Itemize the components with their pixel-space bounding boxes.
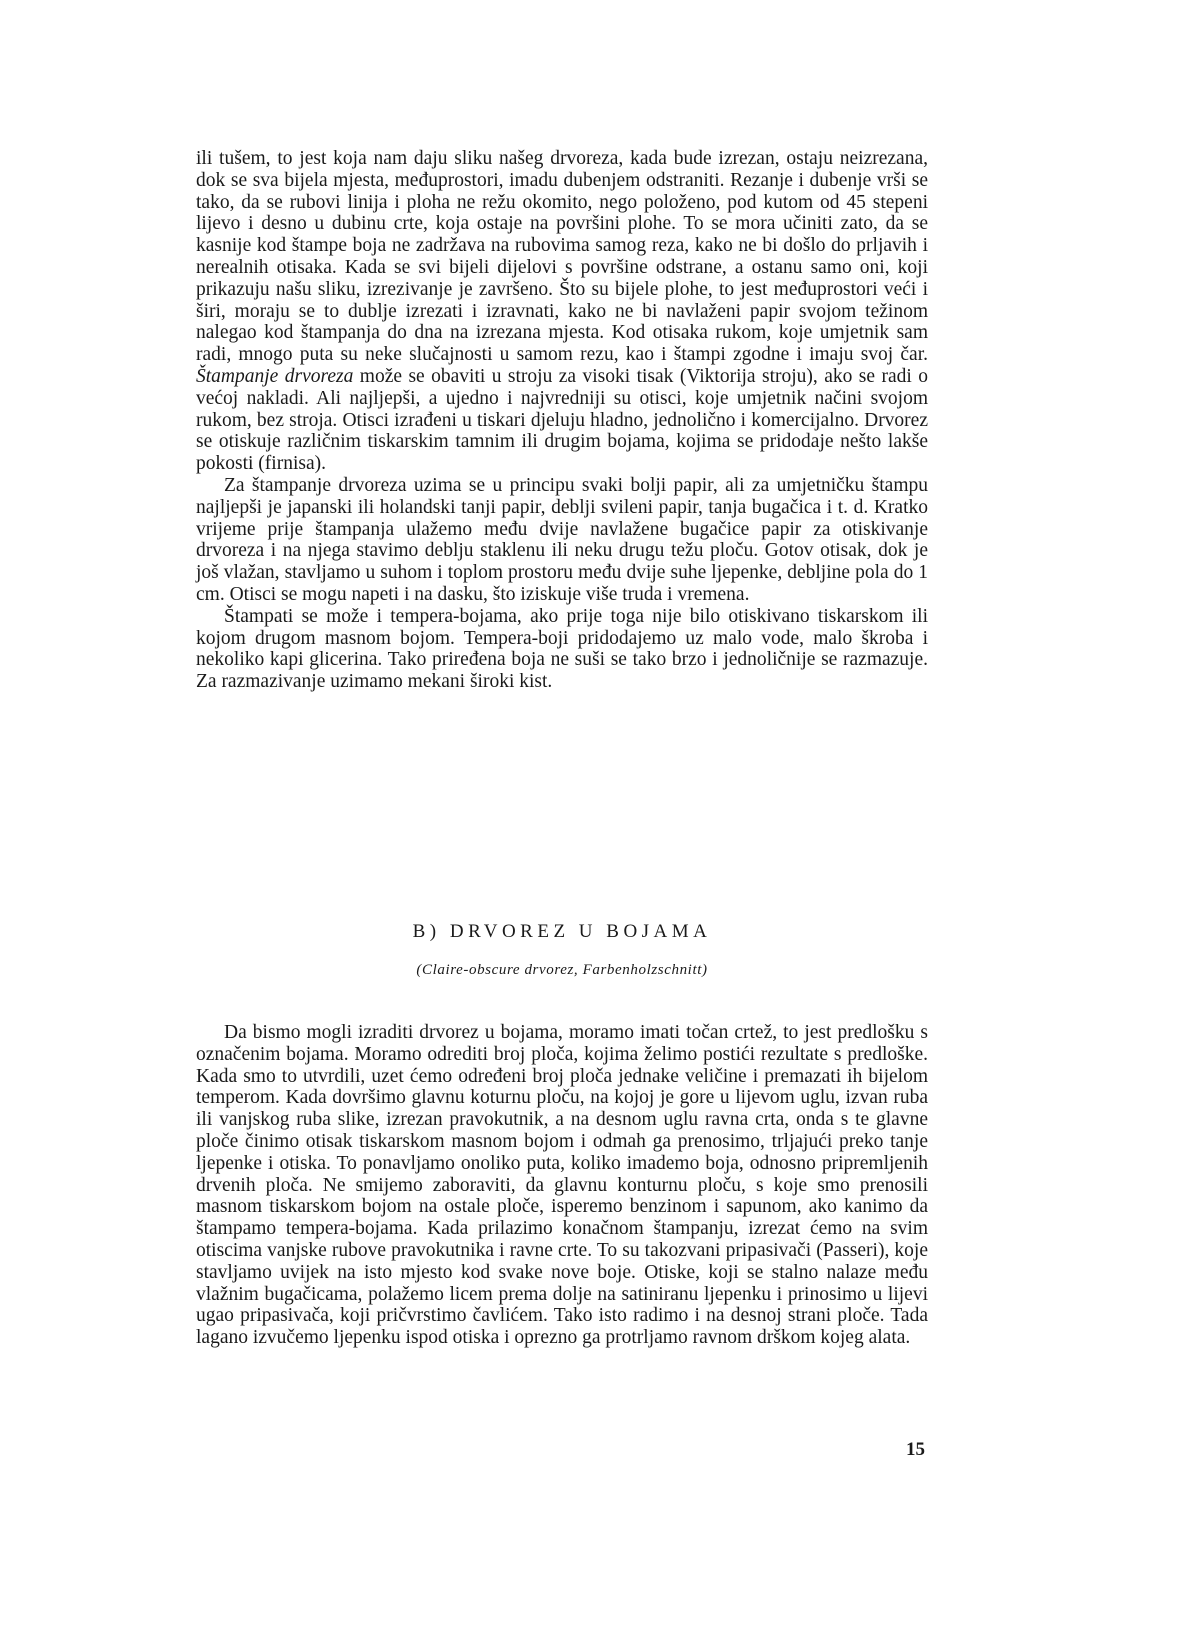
italic-term: Štampanje drvoreza bbox=[196, 365, 354, 387]
page-number: 15 bbox=[906, 1439, 925, 1460]
paragraph-4 bbox=[196, 1022, 928, 1349]
paragraph-2-text: Za štampanje drvoreza uzima se u principu svaki bolji papir, ali za umjetničku štampu najljepši je japanski ili holandski tanji papir, deblji svileni papir, tanja bugačica i t. d. Kratko vrijeme prije štampanja ulažemo među dvije navlažene bugačice papir za otiskivanje drvoreza i na njega stavimo deblju staklenu ili neku drugu težu ploču. Gotov otisak, dok je još vlažan, stavljamo u suhom i toplom prostoru među dvije suhe ljepenke, debljine pola do 1 cm. Otisci se mogu napeti i na dasku, što iziskuje više truda i vremena. bbox=[196, 474, 928, 605]
section-title: B) DRVOREZ U BOJAMA bbox=[412, 921, 712, 942]
section-subtitle: (Claire-obscure drvorez, Farbenholzschnitt) bbox=[416, 962, 708, 978]
paragraph-1-text-b: može se obaviti u stroju za visoki tisak (Viktorija stroju), ako se radi o većoj nakladi. Ali najljepši, a ujedno i najvredniji su otisci, koje umjetnik načini svojom rukom, bez stroja. Otisci izrađeni u tiskari djeluju hladno, jednolično i komercijalno. Drvorez se otiskuje različnim tiskarskim tamnim ili drugim bojama, kojima se pridodaje nešto lakše pokosti (firnisa). bbox=[196, 365, 928, 475]
body-text-top bbox=[196, 148, 928, 693]
paragraph-1 bbox=[196, 148, 928, 475]
paragraph-2 bbox=[196, 475, 928, 606]
body-text-bottom bbox=[196, 1022, 928, 1349]
paragraph-3-text: Štampati se može i tempera-bojama, ako prije toga nije bilo otiskivano tiskarskom ili kojom drugom masnom bojom. Tempera-boji pridodajemo uz malo vode, malo škroba i nekoliko kapi glicerina. Tako priređena boja ne suši se tako brzo i jednoličnije se razmazuje. Za razmazivanje uzimamo mekani široki kist. bbox=[196, 605, 928, 693]
paragraph-3 bbox=[196, 606, 928, 693]
paragraph-1-text-a: ili tušem, to jest koja nam daju sliku našeg drvoreza, kada bude izrezan, ostaju neizrezana, dok se sva bijela mjesta, međuprostori, imadu dubenjem odstraniti. Rezanje i dubenje vrši se tako, da se rubovi linija i ploha ne režu okomito, nego položeno, pod kutom od 45 stepeni lijevo i desno u dubinu crte, koja ostaje na površini plohe. To se mora učiniti zato, da se kasnije kod štampe boja ne zadržava na rubovima samog reza, kako ne bi došlo do prljavih i nerealnih otisaka. Kada se svi bijeli dijelovi s površine odstrane, a ostanu samo oni, koji prikazuju našu sliku, izrezivanje je završeno. Što su bijele plohe, to jest međuprostori veći i širi, moraju se to dublje izrezati i izravnati, kako ne bi navlaženi papir svojom težinom nalegao kod štampanja do dna na izrezana mjesta. Kod otisaka rukom, koje umjetnik sam radi, mnogo puta su neke slučajnosti u samom rezu, kao i štampi zgodne i imaju svoj čar. bbox=[196, 148, 928, 366]
paragraph-4-text: Da bismo mogli izraditi drvorez u bojama, moramo imati točan crtež, to jest predlošku s označenim bojama. Moramo odrediti broj ploča, kojima želimo postići rezultate s predloške. Kada smo to utvrdili, uzet ćemo određeni broj ploča jednake veličine i premazati ih bijelom temperom. Kada dovršimo glavnu koturnu ploču, na kojoj je gore u lijevom uglu, izvan ruba ili vanjskog ruba slike, izrezan pravokutnik, a na desnom uglu ravna crta, onda s te glavne ploče činimo otisak tiskarskom masnom bojom i odmah ga prenosimo, trljajući preko tanje ljepenke i otiska. To ponavljamo onoliko puta, koliko imademo boja, odnosno pripremljenih drvenih ploča. Ne smijemo zaboraviti, da glavnu konturnu ploču, s koje smo prenosili masnom tiskarskom bojom na ostale ploče, isperemo benzinom i sapunom, ako kanimo da štampamo tempera-bojama. Kada prilazimo konačnom štampanju, izrezat ćemo na svim otiscima vanjske rubove pravokutnika i ravne crte. To su takozvani pripasivači (Passeri), koje stavljamo uvijek na isto mjesto kod svake nove boje. Otiske, koji se stalno nalaze među vlažnim bugačicama, polažemo licem prema dolje na satiniranu ljepenku i prinosimo u lijevi ugao pripasivača, koji pričvrstimo čavlićem. Tako isto radimo i na desnoj strani ploče. Tada lagano izvučemo ljepenku ispod otiska i oprezno ga protrljamo ravnom drškom kojeg alata. bbox=[196, 1022, 928, 1349]
